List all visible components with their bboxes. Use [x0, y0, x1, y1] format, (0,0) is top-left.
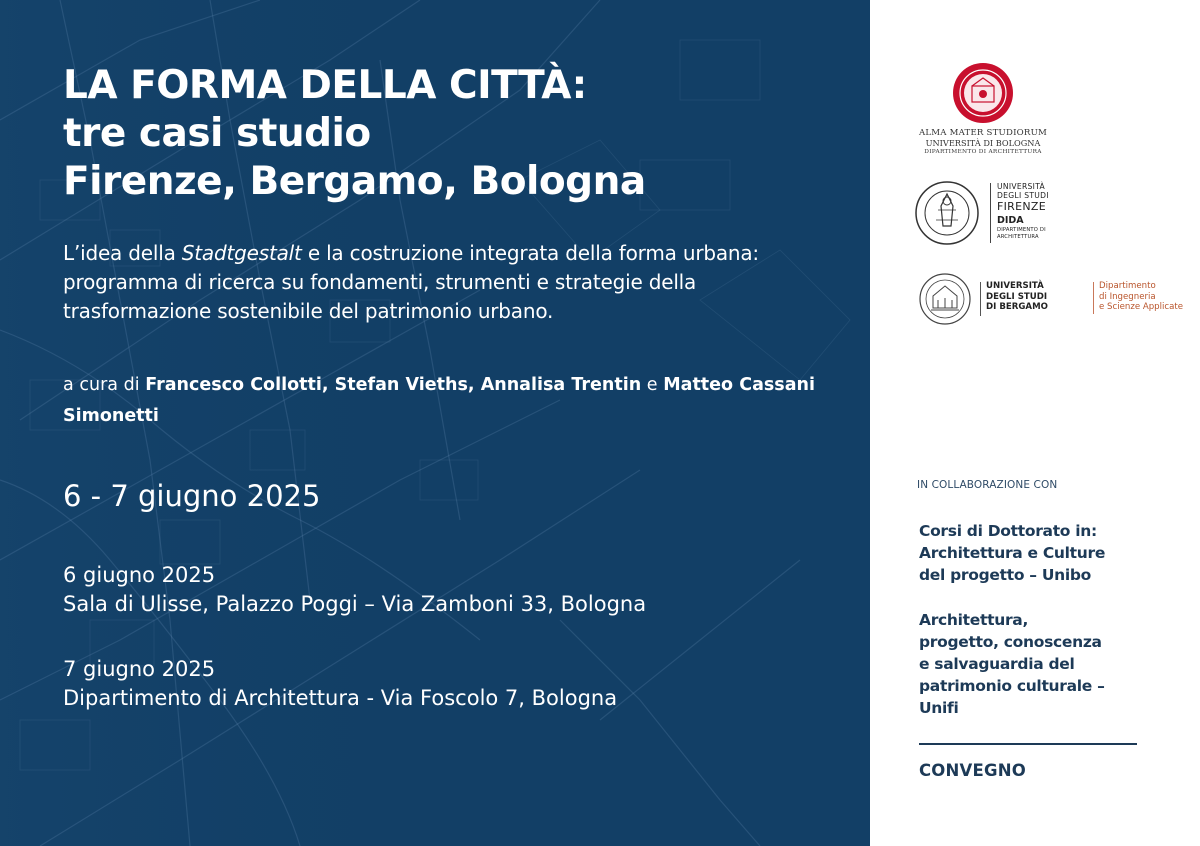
phd-program-unibo: [919, 520, 1149, 586]
venue-2-place: Dipartimento di Architettura - Via Foscolo 7, Bologna: [63, 686, 618, 710]
title-line-1: LA FORMA DELLA CITTÀ:: [63, 63, 587, 108]
curators-conj: e: [641, 375, 664, 395]
unifi-line-2: DEGLI STUDI: [997, 191, 1049, 200]
page-title: [63, 62, 853, 206]
right-panel: [870, 0, 1200, 846]
phd2-line-1: Architettura,: [919, 611, 1029, 629]
phd-program-unifi: [919, 609, 1149, 719]
divider-rule: [919, 743, 1137, 745]
event-dates: 6 - 7 giugno 2025: [63, 479, 321, 513]
subtitle: [63, 239, 823, 326]
unibg-seal-icon: [918, 272, 972, 326]
unibo-line-2: UNIVERSITÀ DI BOLOGNA: [925, 138, 1041, 148]
phd2-line-5: Unifi: [919, 699, 959, 717]
unibg-dept-line-2: di Ingegneria: [1099, 291, 1156, 302]
curators-names-1: Francesco Collotti, Stefan Vieths, Annalisa Trentin: [145, 375, 642, 395]
venue-day-1: [63, 561, 823, 619]
phd1-line-1: Corsi di Dottorato in:: [919, 522, 1097, 540]
venue-day-2: [63, 655, 823, 713]
phd2-line-2: progetto, conoscenza: [919, 633, 1102, 651]
unifi-line-6: ARCHITETTURA: [997, 233, 1039, 240]
unibg-dept-line-3: e Scienze Applicate: [1099, 302, 1184, 312]
unibg-dept-line-1: Dipartimento: [1099, 281, 1156, 291]
unibg-line-2: DEGLI STUDI: [986, 291, 1048, 302]
collaboration-label: IN COLLABORAZIONE CON: [917, 479, 1058, 491]
curators-prefix: a cura di: [63, 375, 146, 395]
phd2-line-4: patrimonio culturale –: [919, 677, 1105, 695]
unibg-separator: [980, 282, 981, 316]
unibg-line-3: DI BERGAMO: [986, 302, 1048, 312]
venue-1-place: Sala di Ulisse, Palazzo Poggi – Via Zamboni 33, Bologna: [63, 592, 647, 616]
unibg-logo: [918, 272, 1198, 328]
title-line-3: Firenze, Bergamo, Bologna: [63, 159, 646, 204]
unifi-separator: [990, 183, 991, 243]
unifi-seal-icon: [914, 180, 980, 246]
venue-2-date: 7 giugno 2025: [63, 657, 216, 681]
unibo-seal-icon: [952, 62, 1014, 124]
unifi-text: [997, 182, 1049, 240]
subtitle-pre: L’idea della: [63, 241, 182, 265]
unifi-line-1: UNIVERSITÀ: [997, 182, 1046, 191]
venue-1-date: 6 giugno 2025: [63, 563, 216, 587]
subtitle-italic: Stadtgestalt: [181, 241, 302, 265]
subtitle-post: e la costruzione integrata della forma urbana: programma di ricerca su fondamenti, strumenti e strategie della trasformazione sostenibile del patrimonio urbano.: [63, 241, 759, 323]
phd1-line-3: del progetto – Unibo: [919, 566, 1092, 584]
curators: [63, 370, 815, 432]
unibg-department: [1099, 281, 1183, 313]
unibo-logo: [918, 62, 1048, 157]
unibg-dept-separator: [1093, 282, 1094, 314]
unifi-line-3: FIRENZE: [997, 200, 1046, 213]
unibo-line-3: DIPARTIMENTO DI ARCHITETTURA: [924, 149, 1042, 155]
unifi-logo: [914, 180, 1094, 246]
event-type-label: CONVEGNO: [919, 761, 1026, 780]
unifi-line-5: DIPARTIMENTO DI: [997, 227, 1046, 233]
unifi-line-4: DIDA: [997, 215, 1024, 226]
title-line-2: tre casi studio: [63, 111, 371, 156]
curators-names-2: Matteo Cassani Simonetti: [63, 375, 815, 426]
phd1-line-2: Architettura e Culture: [919, 544, 1106, 562]
unibg-line-1: UNIVERSITÀ: [986, 281, 1044, 291]
unibo-line-1: ALMA MATER STUDIORUM: [918, 128, 1048, 138]
unibg-text: [986, 281, 1048, 313]
phd2-line-3: e salvaguardia del: [919, 655, 1075, 673]
